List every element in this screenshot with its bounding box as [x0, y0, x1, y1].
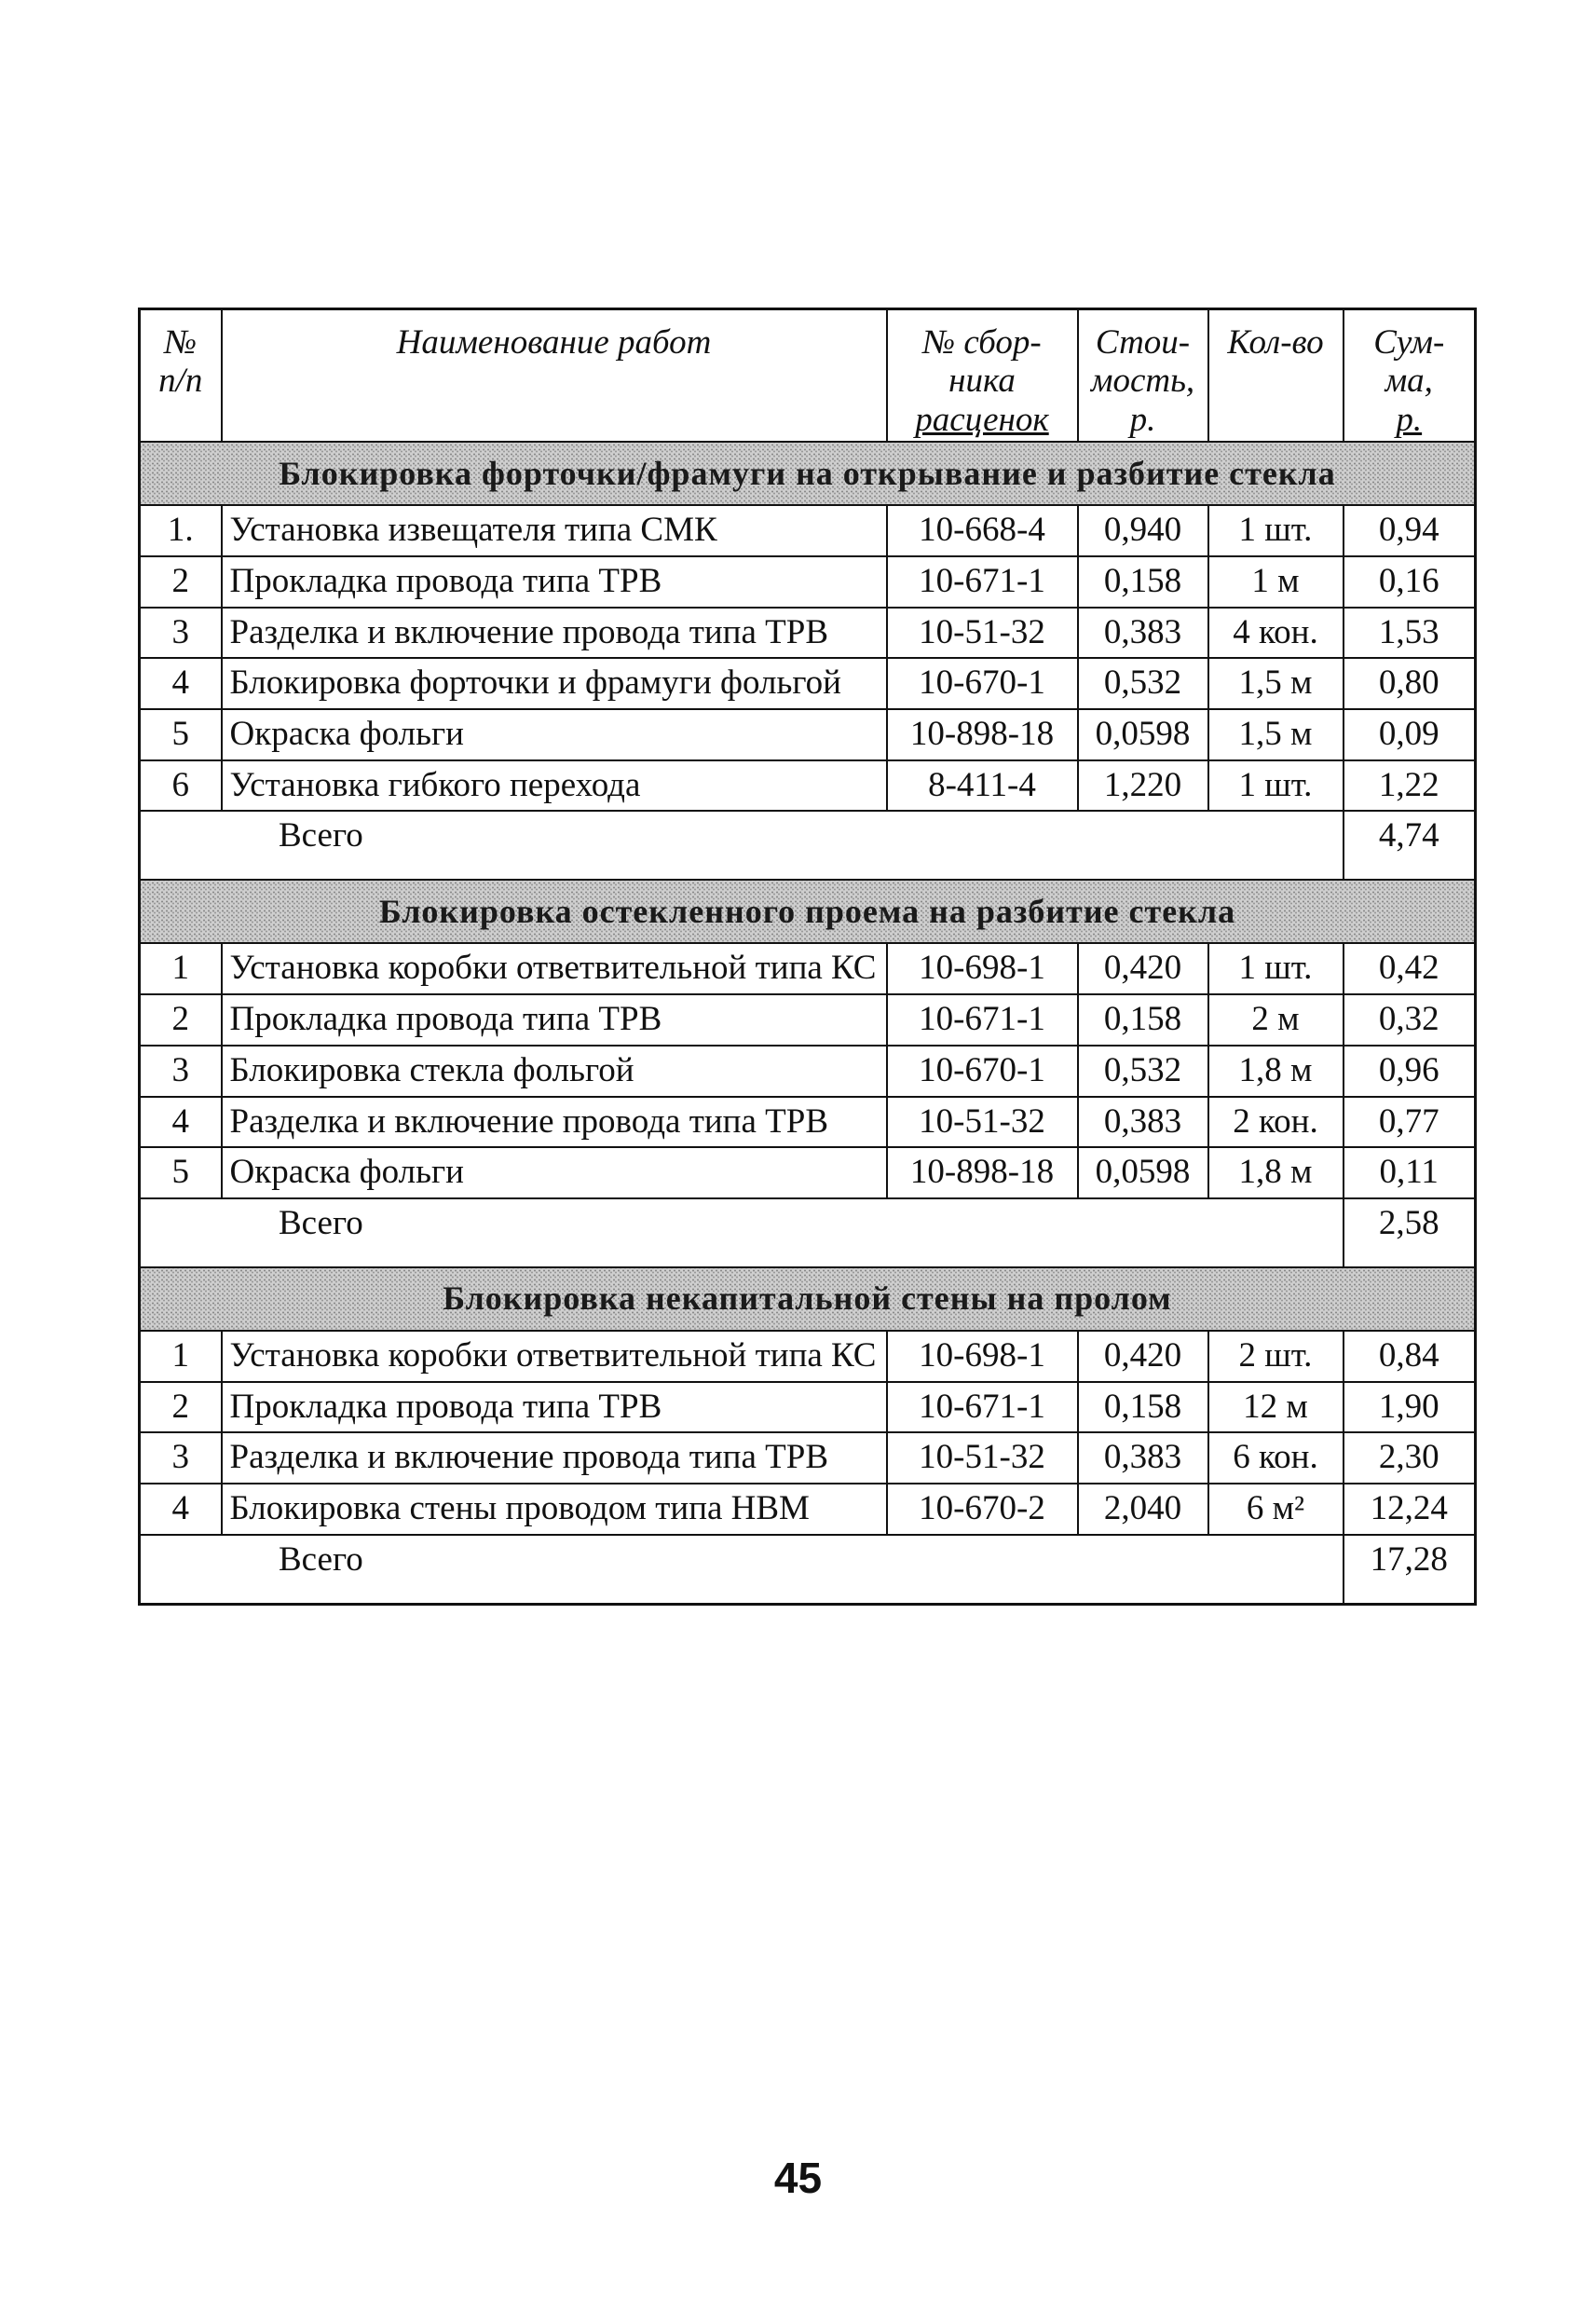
quantity: 1 шт.	[1208, 760, 1344, 812]
total-label: Всего	[140, 1535, 1344, 1605]
row-sum: 0,16	[1344, 556, 1476, 608]
total-row	[140, 1198, 1476, 1267]
rate-code: 10-668-4	[887, 505, 1078, 556]
work-name: Установка извещателя типа СМК	[222, 505, 887, 556]
table-row	[140, 1147, 1476, 1198]
row-number: 4	[140, 1097, 222, 1148]
table-row	[140, 1432, 1476, 1484]
table-header-row	[140, 309, 1476, 443]
header-sum-line-3: р.	[1396, 400, 1423, 439]
header-code-line-2: ника	[948, 362, 1016, 401]
row-number: 5	[140, 1147, 222, 1198]
table-row	[140, 709, 1476, 760]
section-title: Блокировка остекленного проема на разбитие стекла	[140, 880, 1476, 943]
header-qty: Кол-во	[1208, 309, 1344, 443]
rate-code: 10-51-32	[887, 608, 1078, 659]
table-row	[140, 994, 1476, 1046]
header-code	[887, 309, 1078, 443]
rate-code: 10-670-1	[887, 1046, 1078, 1097]
work-name: Блокировка стекла фольгой	[222, 1046, 887, 1097]
header-code-line-3: расценок	[915, 400, 1049, 439]
rate-code: 10-670-1	[887, 658, 1078, 709]
header-name: Наименование работ	[222, 309, 887, 443]
quantity: 6 кон.	[1208, 1432, 1344, 1484]
row-sum: 1,53	[1344, 608, 1476, 659]
header-num	[140, 309, 222, 443]
total-label: Всего	[140, 1198, 1344, 1267]
row-sum: 0,80	[1344, 658, 1476, 709]
quantity: 1 м	[1208, 556, 1344, 608]
header-sum-line-1: Сум-	[1373, 323, 1445, 362]
unit-cost: 0,158	[1078, 994, 1208, 1046]
quantity: 2 кон.	[1208, 1097, 1344, 1148]
header-cost-line-3: р.	[1129, 400, 1156, 439]
rate-code: 10-698-1	[887, 1331, 1078, 1382]
row-sum: 0,32	[1344, 994, 1476, 1046]
work-name: Установка гибкого перехода	[222, 760, 887, 812]
unit-cost: 0,420	[1078, 1331, 1208, 1382]
total-sum: 4,74	[1344, 811, 1476, 880]
row-sum: 0,94	[1344, 505, 1476, 556]
total-label: Всего	[140, 811, 1344, 880]
header-code-line-1: № сбор-	[922, 323, 1042, 362]
header-num-line-1: №	[164, 323, 198, 362]
quantity: 1,8 м	[1208, 1046, 1344, 1097]
row-sum: 0,77	[1344, 1097, 1476, 1148]
quantity: 2 шт.	[1208, 1331, 1344, 1382]
row-sum: 0,96	[1344, 1046, 1476, 1097]
unit-cost: 0,383	[1078, 1097, 1208, 1148]
table-row	[140, 943, 1476, 994]
work-name: Блокировка форточки и фрамуги фольгой	[222, 658, 887, 709]
table-row	[140, 1382, 1476, 1433]
work-name: Разделка и включение провода типа ТРВ	[222, 608, 887, 659]
section-header-row	[140, 880, 1476, 943]
work-name: Прокладка провода типа ТРВ	[222, 994, 887, 1046]
unit-cost: 0,0598	[1078, 1147, 1208, 1198]
row-number: 1	[140, 1331, 222, 1382]
quantity: 6 м²	[1208, 1484, 1344, 1535]
unit-cost: 0,532	[1078, 1046, 1208, 1097]
row-sum: 0,11	[1344, 1147, 1476, 1198]
work-name: Окраска фольги	[222, 1147, 887, 1198]
section-title: Блокировка некапитальной стены на пролом	[140, 1267, 1476, 1331]
quantity: 2 м	[1208, 994, 1344, 1046]
header-sum	[1344, 309, 1476, 443]
table-row	[140, 556, 1476, 608]
row-sum: 0,09	[1344, 709, 1476, 760]
unit-cost: 0,532	[1078, 658, 1208, 709]
rate-code: 10-671-1	[887, 556, 1078, 608]
rate-code: 10-51-32	[887, 1432, 1078, 1484]
quantity: 12 м	[1208, 1382, 1344, 1433]
row-sum: 1,22	[1344, 760, 1476, 812]
rate-code: 10-670-2	[887, 1484, 1078, 1535]
unit-cost: 2,040	[1078, 1484, 1208, 1535]
section-header-row	[140, 1267, 1476, 1331]
work-name: Окраска фольги	[222, 709, 887, 760]
unit-cost: 0,158	[1078, 1382, 1208, 1433]
rate-code: 10-898-18	[887, 1147, 1078, 1198]
unit-cost: 0,0598	[1078, 709, 1208, 760]
row-number: 5	[140, 709, 222, 760]
row-sum: 2,30	[1344, 1432, 1476, 1484]
rate-code: 10-698-1	[887, 943, 1078, 994]
work-name: Установка коробки ответвительной типа КС	[222, 1331, 887, 1382]
table-row	[140, 760, 1476, 812]
rate-code: 8-411-4	[887, 760, 1078, 812]
row-sum: 0,84	[1344, 1331, 1476, 1382]
price-table	[138, 308, 1477, 1606]
header-num-line-2: п/п	[158, 362, 203, 401]
unit-cost: 0,420	[1078, 943, 1208, 994]
quantity: 1 шт.	[1208, 943, 1344, 994]
total-sum: 2,58	[1344, 1198, 1476, 1267]
row-number: 6	[140, 760, 222, 812]
section-title: Блокировка форточки/фрамуги на открывание и разбитие стекла	[140, 442, 1476, 505]
unit-cost: 0,940	[1078, 505, 1208, 556]
table-row	[140, 1046, 1476, 1097]
price-table-container	[138, 308, 1474, 1606]
rate-code: 10-671-1	[887, 1382, 1078, 1433]
row-number: 1	[140, 943, 222, 994]
header-cost-line-1: Стои-	[1095, 323, 1191, 362]
work-name: Прокладка провода типа ТРВ	[222, 1382, 887, 1433]
header-sum-line-2: ма,	[1385, 362, 1433, 401]
unit-cost: 0,383	[1078, 608, 1208, 659]
row-number: 2	[140, 1382, 222, 1433]
header-cost	[1078, 309, 1208, 443]
work-name: Блокировка стены проводом типа НВМ	[222, 1484, 887, 1535]
quantity: 1,8 м	[1208, 1147, 1344, 1198]
table-row	[140, 608, 1476, 659]
row-number: 4	[140, 658, 222, 709]
rate-code: 10-671-1	[887, 994, 1078, 1046]
row-number: 3	[140, 1046, 222, 1097]
section-header-row	[140, 442, 1476, 505]
row-number: 1.	[140, 505, 222, 556]
table-body	[140, 442, 1476, 1604]
unit-cost: 0,383	[1078, 1432, 1208, 1484]
work-name: Установка коробки ответвительной типа КС	[222, 943, 887, 994]
quantity: 1,5 м	[1208, 709, 1344, 760]
row-number: 2	[140, 556, 222, 608]
unit-cost: 0,158	[1078, 556, 1208, 608]
table-row	[140, 658, 1476, 709]
table-row	[140, 1484, 1476, 1535]
row-sum: 1,90	[1344, 1382, 1476, 1433]
rate-code: 10-51-32	[887, 1097, 1078, 1148]
rate-code: 10-898-18	[887, 709, 1078, 760]
table-row	[140, 1331, 1476, 1382]
unit-cost: 1,220	[1078, 760, 1208, 812]
total-sum: 17,28	[1344, 1535, 1476, 1605]
row-number: 3	[140, 608, 222, 659]
table-row	[140, 505, 1476, 556]
row-number: 4	[140, 1484, 222, 1535]
total-row	[140, 1535, 1476, 1605]
row-number: 3	[140, 1432, 222, 1484]
table-row	[140, 1097, 1476, 1148]
quantity: 4 кон.	[1208, 608, 1344, 659]
work-name: Разделка и включение провода типа ТРВ	[222, 1432, 887, 1484]
work-name: Прокладка провода типа ТРВ	[222, 556, 887, 608]
page-number: 45	[773, 2154, 823, 2202]
quantity: 1 шт.	[1208, 505, 1344, 556]
quantity: 1,5 м	[1208, 658, 1344, 709]
row-number: 2	[140, 994, 222, 1046]
row-sum: 0,42	[1344, 943, 1476, 994]
row-sum: 12,24	[1344, 1484, 1476, 1535]
total-row	[140, 811, 1476, 880]
header-cost-line-2: мость,	[1090, 362, 1195, 401]
work-name: Разделка и включение провода типа ТРВ	[222, 1097, 887, 1148]
